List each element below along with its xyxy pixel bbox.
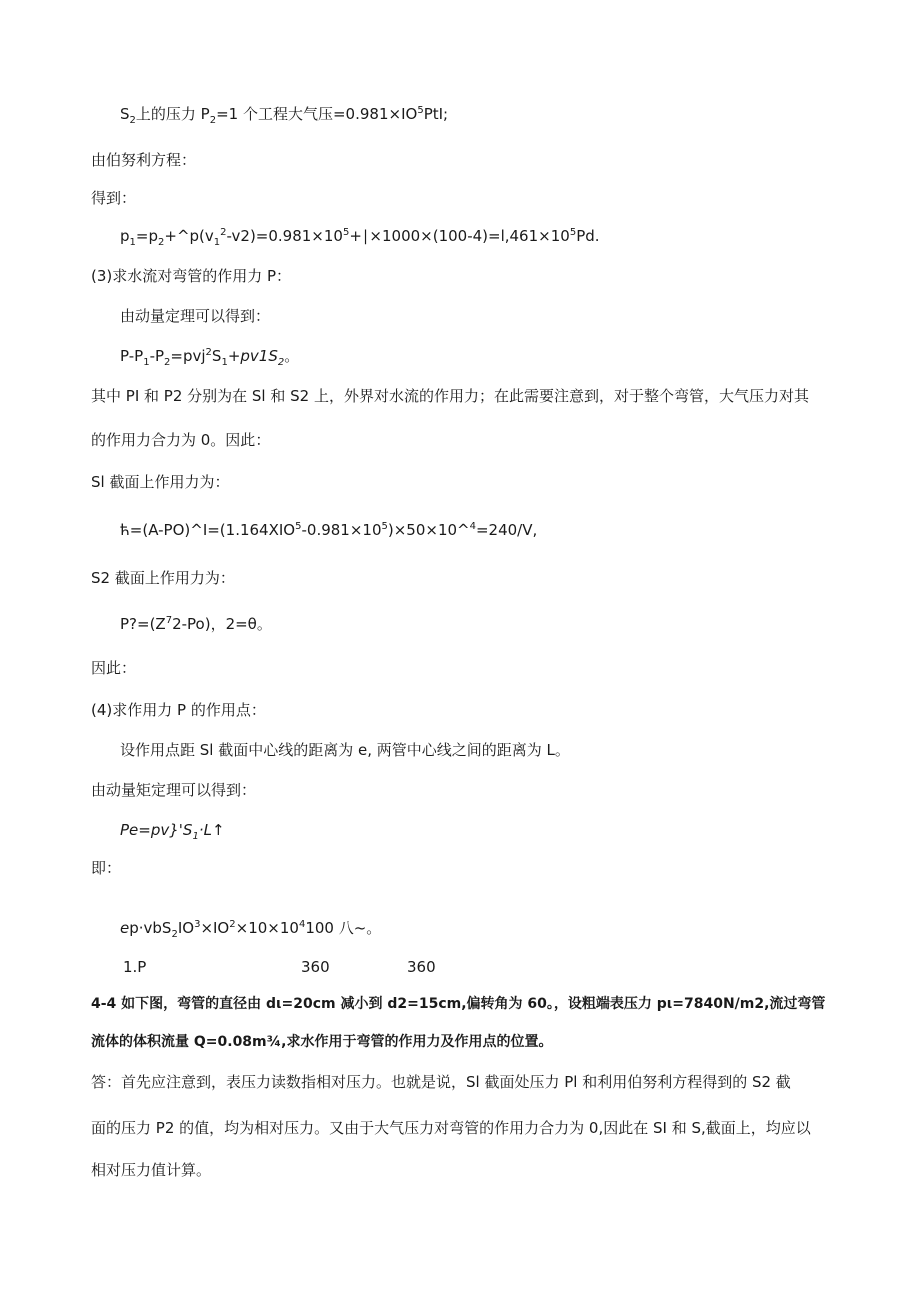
text-segment: 1 <box>192 831 199 842</box>
moment-equation <box>120 820 225 840</box>
problem-4-4-title <box>91 994 825 1014</box>
answer-line <box>91 1072 791 1092</box>
pressure-s2-line <box>120 104 448 124</box>
paragraph-line <box>91 386 809 406</box>
s2-force-equation <box>120 614 272 634</box>
text-segment: 即： <box>91 859 122 877</box>
text-segment: 相对压力值计算。 <box>91 1161 212 1179</box>
text-segment: 由伯努利方程： <box>91 151 197 169</box>
text-segment: 由动量定理可以得到： <box>120 307 271 325</box>
text-segment: PtI; <box>423 105 449 123</box>
text-segment: 5 <box>417 105 424 116</box>
text-segment: P-P <box>120 347 144 365</box>
text-segment: 2 <box>209 115 217 126</box>
text-segment: S <box>211 347 222 365</box>
s1-force-equation <box>120 520 537 540</box>
text-segment: (3)求水流对弯管的作用力 P： <box>91 267 292 285</box>
answer-line <box>91 1118 811 1138</box>
result-intro <box>91 188 136 208</box>
text-segment: 1 <box>143 357 150 368</box>
text-segment: 2 <box>220 227 227 238</box>
text-segment: 。 <box>284 347 300 365</box>
paragraph-line <box>91 430 270 450</box>
answer-line <box>91 1160 211 1180</box>
text-segment: 答：首先应注意到，表压力读数指相对压力。也就是说，Sl 截面处压力 Pl 和利用伯努利方程得到的 S2 截 <box>91 1073 791 1091</box>
text-segment: +∣×1000×(100-4)=l,461×10 <box>349 227 570 245</box>
momentum-intro <box>120 306 270 326</box>
text-segment: 其中 PI 和 P2 分别为在 Sl 和 S2 上，外界对水流的作用力；在此需要注意到，对于整个弯管，大气压力对其 <box>91 387 809 405</box>
text-segment: P?=(Z <box>120 615 166 633</box>
text-segment: 1 <box>221 357 228 368</box>
text-segment: =1 个工程大气压=0.981×IO <box>216 105 418 123</box>
text-segment: (4)求作用力 P 的作用点： <box>91 701 266 719</box>
text-segment: + <box>227 347 241 365</box>
therefore-line <box>91 658 136 678</box>
text-segment: 5 <box>381 521 388 532</box>
text-segment: 360 <box>301 958 330 976</box>
text-segment: 的作用力合力为 0。因此： <box>91 431 271 449</box>
text-segment: 1 <box>129 237 136 248</box>
bernoulli-intro <box>91 150 196 170</box>
text-segment: Pd. <box>576 227 600 245</box>
fraction-denominator <box>123 957 146 977</box>
section-4-heading <box>91 700 266 720</box>
text-segment: e <box>120 919 130 937</box>
text-segment: 流体的体积流量 Q=0.08m¾,求水作用于弯管的作用力及作用点的位置。 <box>91 1034 553 1050</box>
text-segment: =p <box>135 227 158 245</box>
text-segment: 设作用点距 Sl 截面中心线的距离为 e, 两管中心线之间的距离为 L。 <box>120 741 570 759</box>
text-segment: +^p(v <box>164 227 214 245</box>
text-segment: IO <box>177 919 195 937</box>
text-segment: 面的压力 P2 的值，均为相对压力。又由于大气压力对弯管的作用力合力为 0,因此在 SI 和 S,截面上，均应以 <box>91 1119 811 1137</box>
point-setup-line <box>120 740 570 760</box>
text-segment: ћ=(A-PO)^I=(1.164XIO <box>120 521 296 539</box>
text-segment: Pe=pv}'S <box>120 821 193 839</box>
text-segment: 4-4 如下图，弯管的直径由 dι=20cm 减小到 d2=15cm,偏转角为 60。，设粗端表压力 pι=7840N/m2,流过弯管 <box>91 996 826 1012</box>
s2-force-intro <box>91 568 235 588</box>
text-segment: 上的压力 P <box>135 105 210 123</box>
text-segment: 5 <box>569 227 577 238</box>
text-segment: 2 <box>277 357 285 368</box>
text-segment: 2 <box>229 919 236 930</box>
text-segment: p·vbS <box>129 919 172 937</box>
namely-line <box>91 858 121 878</box>
text-segment: 4 <box>469 521 476 532</box>
fraction-denominator <box>301 957 330 977</box>
text-segment: 2-Po)，2=θ。 <box>172 615 272 633</box>
momentum-equation <box>120 346 299 366</box>
text-segment: 因此： <box>91 659 137 677</box>
text-segment: 360 <box>407 958 436 976</box>
problem-4-4-title <box>91 1032 552 1052</box>
text-segment: ·L↑ <box>198 821 225 839</box>
text-segment: -P <box>149 347 165 365</box>
p1-equation <box>120 226 600 246</box>
text-segment: 1.P <box>123 958 147 976</box>
e-equation <box>120 918 381 938</box>
text-segment: p <box>120 227 130 245</box>
s1-force-intro <box>91 472 229 492</box>
text-segment: )×50×10^ <box>387 521 470 539</box>
text-segment: Sl 截面上作用力为： <box>91 473 230 491</box>
text-segment: 2 <box>129 115 136 126</box>
text-segment: -v2)=0.981×10 <box>226 227 343 245</box>
section-3-heading <box>91 266 291 286</box>
text-segment: 3 <box>194 919 201 930</box>
text-segment: pv1S <box>240 347 278 365</box>
text-segment: ×IO <box>200 919 230 937</box>
text-segment: -0.981×10 <box>301 521 382 539</box>
text-segment: S2 截面上作用力为： <box>91 569 235 587</box>
text-segment: 4 <box>298 919 306 930</box>
text-segment: 由动量矩定理可以得到： <box>91 781 257 799</box>
text-segment: 得到： <box>91 189 137 207</box>
text-segment: 2 <box>205 347 212 358</box>
moment-intro <box>91 780 256 800</box>
text-segment: 5 <box>342 227 350 238</box>
text-segment: 100 八~。 <box>305 919 382 937</box>
text-segment: ×10×10 <box>235 919 299 937</box>
text-segment: =240/V, <box>475 521 538 539</box>
fraction-denominator <box>407 957 436 977</box>
text-segment: 2 <box>164 357 171 368</box>
text-segment: 2 <box>158 237 165 248</box>
text-segment: S <box>120 105 130 123</box>
text-segment: 7 <box>165 615 173 626</box>
text-segment: =pvj <box>170 347 206 365</box>
text-segment: 1 <box>213 237 221 248</box>
text-segment: 5 <box>295 521 302 532</box>
text-segment: 2 <box>171 929 178 940</box>
